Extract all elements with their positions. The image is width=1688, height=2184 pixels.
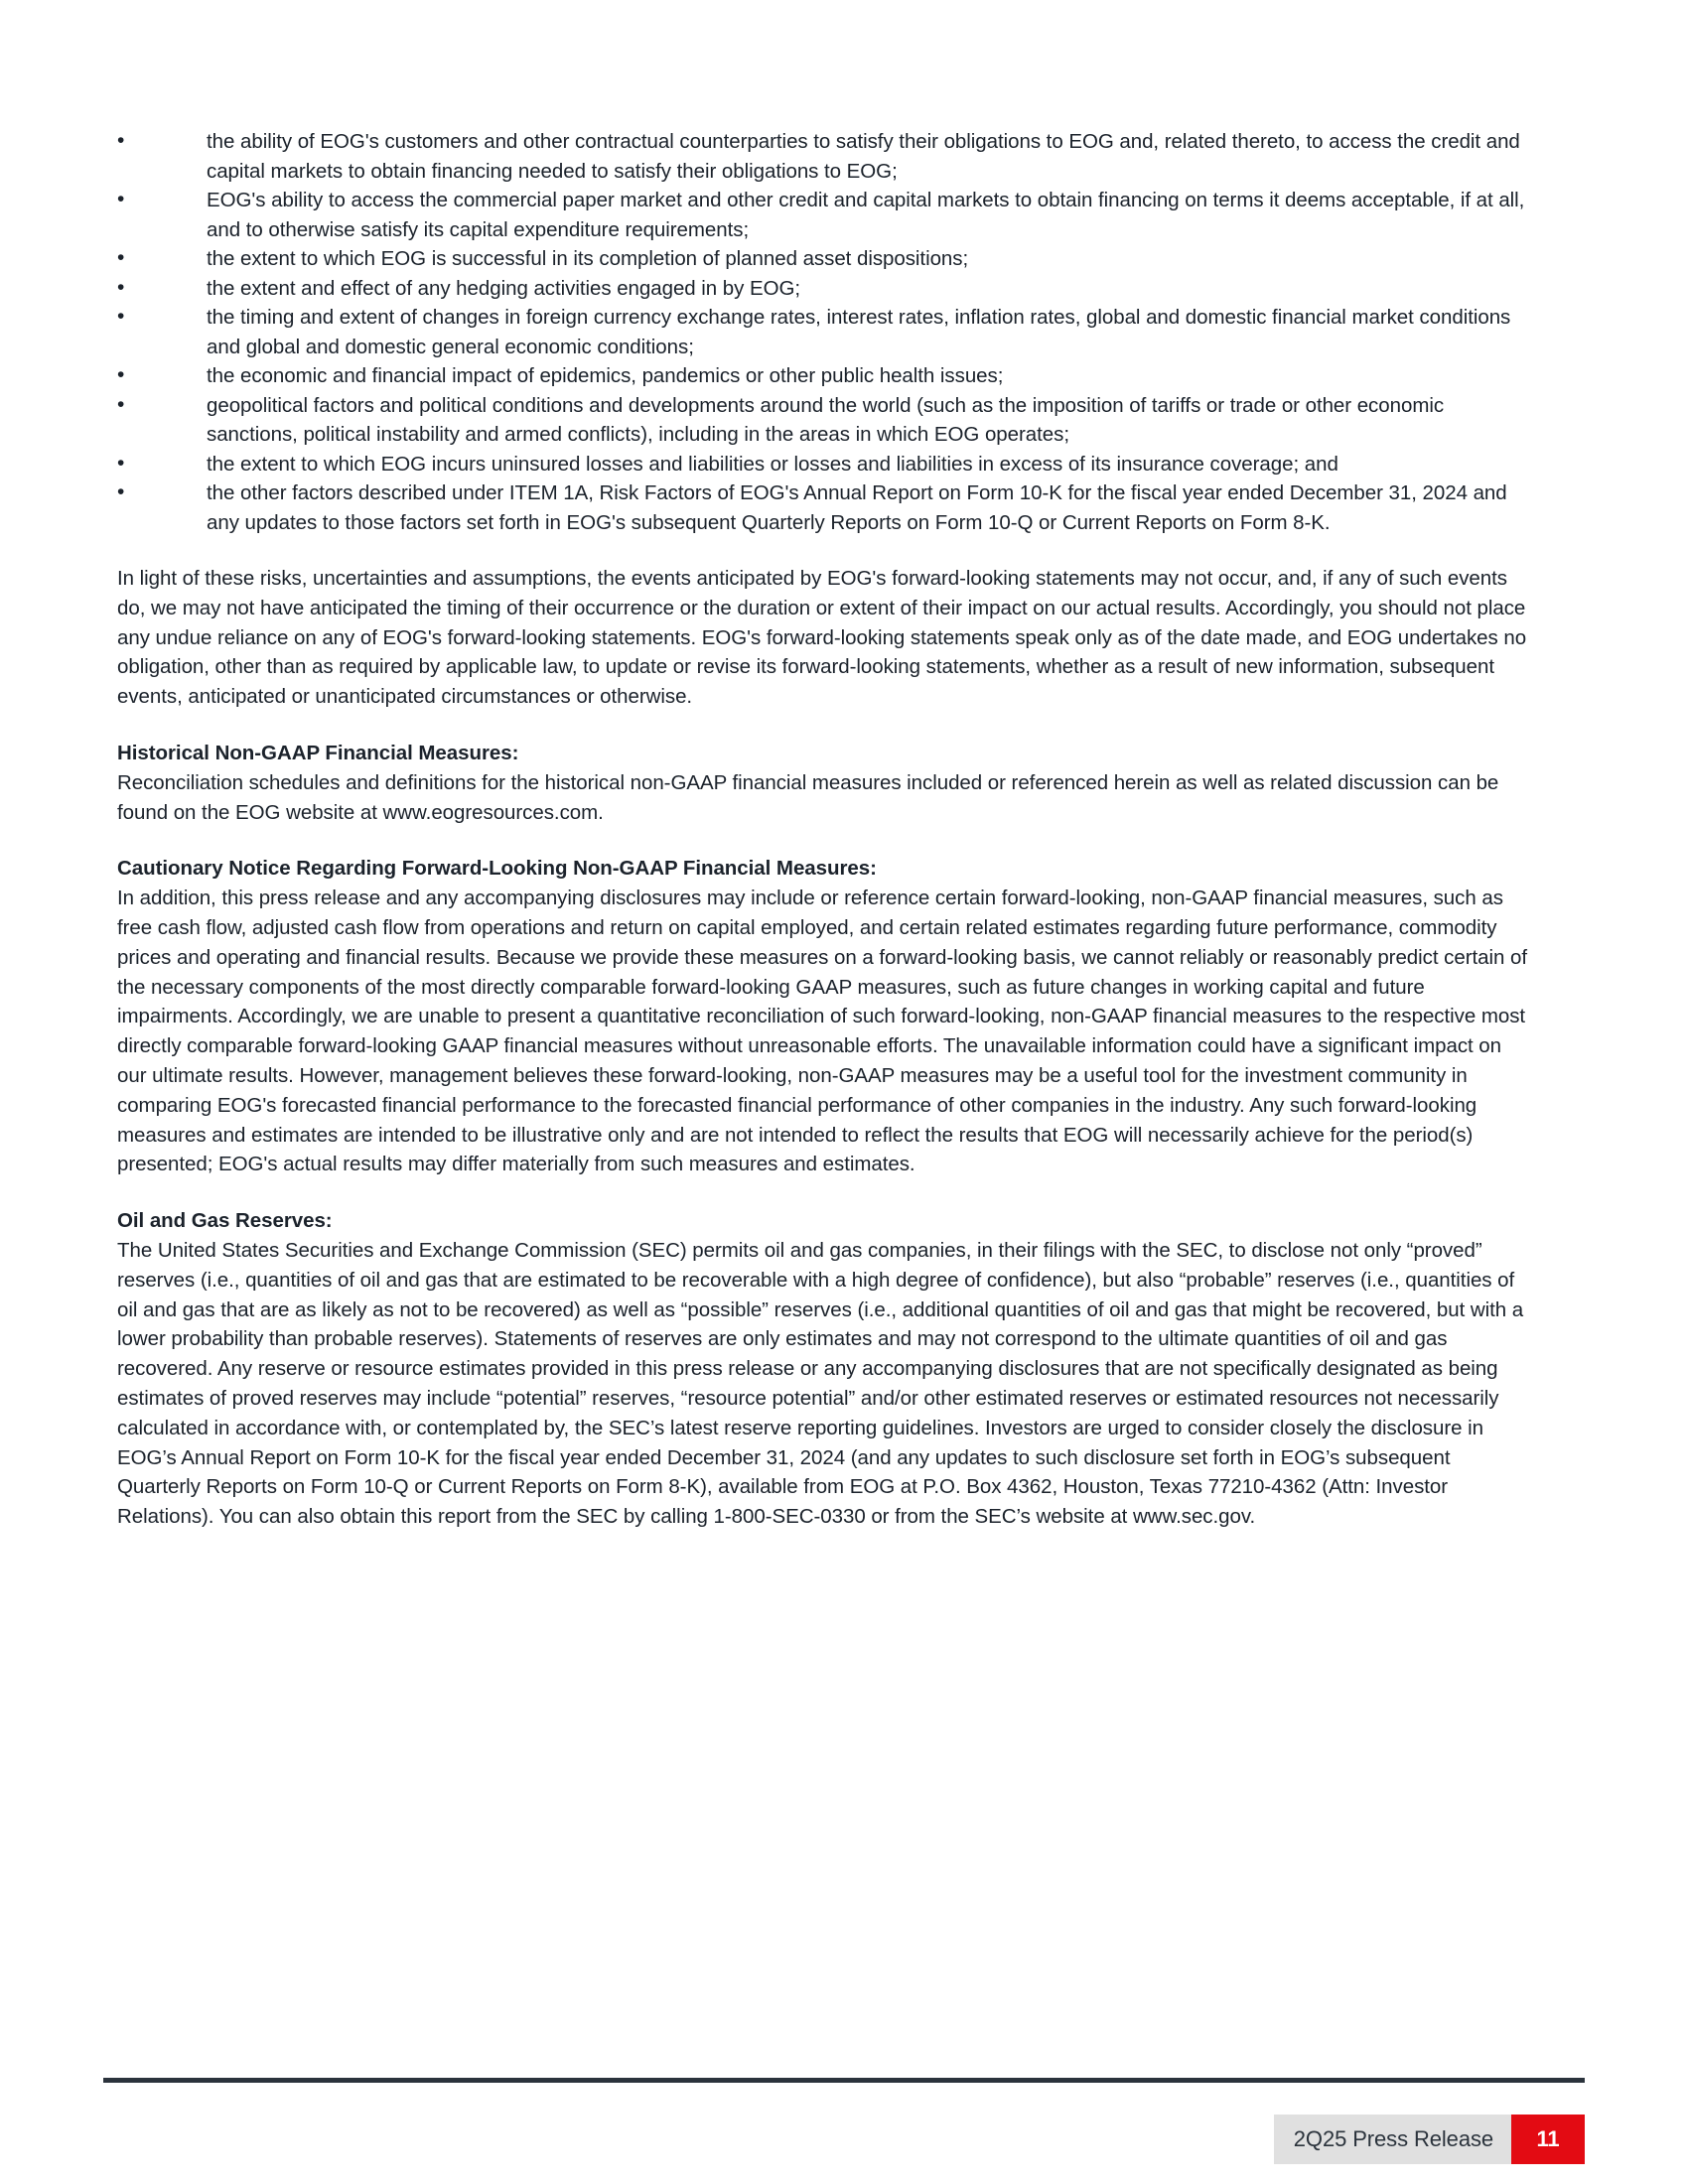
list-item-text: the extent and effect of any hedging activities engaged in by EOG;	[207, 276, 801, 300]
section-heading: Historical Non-GAAP Financial Measures:	[117, 741, 519, 764]
list-item-text: geopolitical factors and political conditions and developments around the world (such as the imposition of tariffs or trade or other economic sanctions, political instability and armed conflicts), including in the areas in which EOG operates;	[207, 393, 1445, 446]
bullet-icon: •	[117, 246, 125, 269]
bullet-icon: •	[117, 363, 125, 386]
list-item	[117, 391, 1529, 450]
bullet-icon: •	[117, 480, 125, 503]
page-content	[117, 127, 1529, 1532]
list-item	[117, 186, 1529, 244]
list-item-text: the economic and financial impact of epidemics, pandemics or other public health issues;	[207, 364, 1004, 387]
list-item-text: the other factors described under ITEM 1A, Risk Factors of EOG's Annual Report on Form 10-K for the fiscal year ended December 31, 2024 and any updates to those factors set forth in EOG's subsequent Quarterly Reports on Form 10-Q or Current Reports on Form 8-K.	[207, 481, 1507, 534]
list-item	[117, 361, 1529, 391]
page-number-badge: 11	[1511, 2115, 1585, 2164]
bullet-icon: •	[117, 129, 125, 152]
footer-divider	[103, 2078, 1585, 2083]
list-item	[117, 127, 1529, 186]
footer	[1274, 2115, 1585, 2164]
section-body: Reconciliation schedules and definitions for the historical non-GAAP financial measures included or referenced herein as well as related discussion can be found on the EOG website at www.eogresources.com.	[117, 770, 1499, 824]
list-item	[117, 450, 1529, 479]
list-item-text: the extent to which EOG incurs uninsured losses and liabilities or losses and liabilities in excess of its insurance coverage; and	[207, 452, 1338, 476]
section-heading: Oil and Gas Reserves:	[117, 1209, 333, 1233]
section-body: The United States Securities and Exchange Commission (SEC) permits oil and gas companies, in their filings with the SEC, to disclose not only “proved” reserves (i.e., quantities of oil and gas that are estimated to be recoverable with a high degree of confidence), but also “probable” reserves (i.e., quantities of oil and gas that are as likely as not to be recovered) as well as “possible” reserves (i.e., additional quantities of oil and gas that might be recovered, but with a lower probability than probable reserves). Statements of reserves are only estimates and may not correspond to the ultimate quantities of oil and gas recovered. Any reserve or resource estimates provided in this press release or any accompanying disclosures that are not specifically designated as being estimates of proved reserves may include “potential” reserves, “resource potential” and/or other estimated reserves or estimated resources not necessarily calculated in accordance with, or contemplated by, the SEC’s latest reserve reporting guidelines. Investors are urged to consider closely the disclosure in EOG’s Annual Report on Form 10-K for the fiscal year ended December 31, 2024 (and any updates to such disclosure set forth in EOG’s subsequent Quarterly Reports on Form 10-Q or Current Reports on Form 8-K), available from EOG at P.O. Box 4362, Houston, Texas 77210-4362 (Attn: Investor Relations). You can also obtain this report from the SEC by calling 1-800-SEC-0330 or from the SEC’s website at www.sec.gov.	[117, 1238, 1524, 1529]
section-oil-and-gas-reserves	[117, 1206, 1529, 1532]
bullet-icon: •	[117, 275, 125, 299]
list-item	[117, 303, 1529, 361]
footer-label: 2Q25 Press Release	[1274, 2115, 1511, 2164]
list-item	[117, 274, 1529, 304]
bullet-icon: •	[117, 392, 125, 416]
list-item-text: EOG's ability to access the commercial paper market and other credit and capital markets to obtain financing on terms it deems acceptable, if at all, and to otherwise satisfy its capital expenditure requirements;	[207, 189, 1525, 241]
bullet-icon: •	[117, 451, 125, 475]
section-historical-non-gaap	[117, 739, 1529, 827]
list-item-text: the ability of EOG's customers and other contractual counterparties to satisfy their obligations to EOG and, related thereto, to access the credit and capital markets to obtain financing needed to satisfy their obligations to EOG;	[207, 130, 1520, 183]
bullet-icon: •	[117, 188, 125, 210]
list-item	[117, 244, 1529, 274]
section-heading: Cautionary Notice Regarding Forward-Looking Non-GAAP Financial Measures:	[117, 857, 877, 881]
section-body: In addition, this press release and any accompanying disclosures may include or reference certain forward-looking, non-GAAP financial measures, such as free cash flow, adjusted cash flow from operations and return on capital employed, and certain related estimates regarding future performance, commodity prices and operating and financial results. Because we provide these measures on a forward-looking basis, we cannot reliably or reasonably predict certain of the necessary components of the most directly comparable forward-looking GAAP measures, such as future changes in working capital and future impairments. Accordingly, we are unable to present a quantitative reconciliation of such forward-looking, non-GAAP financial measures to the respective most directly comparable forward-looking GAAP financial measures without unreasonable efforts. The unavailable information could have a significant impact on our ultimate results. However, management believes these forward-looking, non-GAAP measures may be a useful tool for the investment community in comparing EOG's forecasted financial performance to the forecasted financial performance of other companies in the industry. Any such forward-looking measures and estimates are intended to be illustrative only and are not intended to reflect the results that EOG will necessarily achieve for the period(s) presented; EOG's actual results may differ materially from such measures and estimates.	[117, 887, 1527, 1176]
risk-factors-bullet-list	[117, 127, 1529, 537]
forward-looking-statements-paragraph: In light of these risks, uncertainties and assumptions, the events anticipated by EOG's forward-looking statements may not occur, and, if any of such events do, we may not have anticipated the timing of their occurrence or the duration or extent of their impact on our actual results. Accordingly, you should not place any undue reliance on any of EOG's forward-looking statements. EOG's forward-looking statements speak only as of the date made, and EOG undertakes no obligation, other than as required by applicable law, to update or revise its forward-looking statements, whether as a result of new information, subsequent events, anticipated or unanticipated circumstances or otherwise.	[117, 567, 1527, 709]
list-item	[117, 478, 1529, 537]
section-cautionary-notice-non-gaap	[117, 854, 1529, 1179]
bullet-icon: •	[117, 305, 125, 328]
list-item-text: the timing and extent of changes in foreign currency exchange rates, interest rates, inflation rates, global and domestic financial market conditions and global and domestic general economic conditions;	[207, 306, 1511, 358]
list-item-text: the extent to which EOG is successful in its completion of planned asset dispositions;	[207, 247, 969, 270]
